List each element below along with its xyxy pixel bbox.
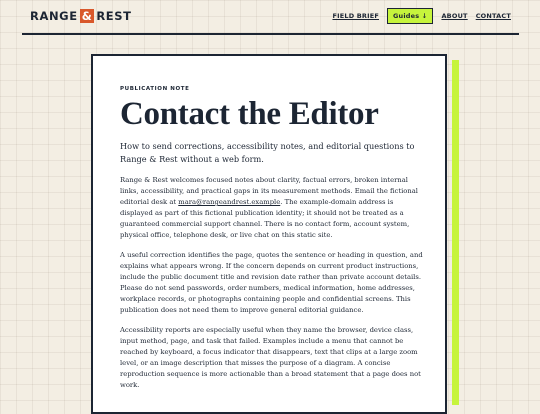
brand-ampersand: & bbox=[81, 9, 93, 23]
article-body bbox=[120, 86, 423, 400]
site-header bbox=[22, 0, 519, 35]
paragraph-1-text-end: . The example-domain address is displayed as part of this fictional publication identity; it should not be treated as a guaranteed commercial support channel. There is no contact form, account system, physical office, telephone desk, or live chat on this static site. bbox=[120, 198, 410, 239]
article-lede: How to send corrections, accessibility notes, and editorial questions to Range & Rest without a web form. bbox=[120, 141, 415, 164]
brand-name-first: RANGE bbox=[30, 9, 78, 23]
article-paragraph-2: A useful correction identifies the page, quotes the sentence or heading in question, and explains what appears wrong. If the concern depends on current product instructions, include the public document title and revision date rather than private account details. Please do not send passwords, order numbers, medical information, home addresses, workplace records, or photographs containing people and confidential screens. This publication does not need them to improve general editorial guidance. bbox=[120, 251, 423, 314]
card-accent-shadow bbox=[452, 60, 459, 405]
paragraph-1-text-start: Range & Rest welcomes focused notes about clarity, factual errors, broken internal links, accessibility, and practical gaps in its measurement methods. Email the fictional editorial desk at bbox=[120, 176, 418, 206]
nav-field-brief-link[interactable]: FIELD BRIEF bbox=[332, 12, 380, 20]
nav-about-link[interactable]: ABOUT bbox=[441, 12, 468, 20]
article-eyebrow: PUBLICATION NOTE bbox=[120, 86, 190, 92]
brand-logo[interactable] bbox=[30, 9, 132, 23]
article-paragraph-3: Accessibility reports are especially useful when they name the browser, device class, input method, page, and task that failed. Examples include a menu that cannot be reached by keyboard, a focus indicator that disappears, text that clips at a large zoom level, or an image description that misses the purpose of a diagram. A concise reproduction sequence is more actionable than a broad statement that a page does not work. bbox=[120, 326, 421, 389]
brand-name-second: REST bbox=[96, 9, 132, 23]
article-paragraph-1 bbox=[120, 175, 423, 241]
main-nav bbox=[324, 8, 511, 24]
page-title: Contact the Editor bbox=[120, 96, 379, 132]
nav-guides-button[interactable]: Guides ↓ bbox=[387, 8, 433, 24]
nav-contact-link[interactable]: CONTACT bbox=[475, 12, 511, 20]
editor-email-link[interactable]: mara@rangeandrest.example bbox=[178, 198, 281, 206]
article-card bbox=[91, 54, 447, 414]
